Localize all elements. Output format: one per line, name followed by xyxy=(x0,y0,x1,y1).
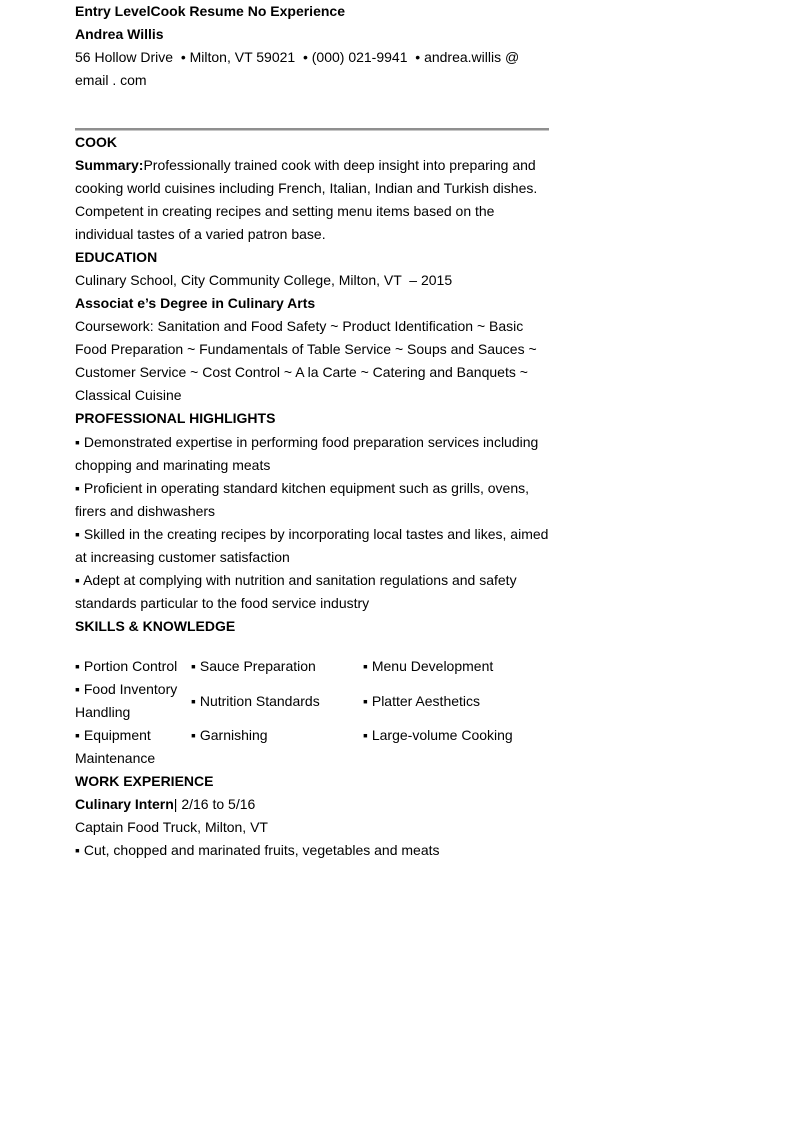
highlights-heading: PROFESSIONAL HIGHLIGHTS xyxy=(75,410,276,426)
skill-item: ▪ Equipment Maintenance xyxy=(75,727,156,766)
skills-table xyxy=(75,655,549,770)
skill-item: ▪ Menu Development xyxy=(363,658,494,674)
highlights-list xyxy=(75,431,553,615)
education-coursework: Coursework: Sanitation and Food Safety ~ Product Identification ~ Basic Food Preparation ~ Fundamentals of Table Service ~ Soups and Sauces ~ Customer Service ~ Cost Control ~ A la Carte ~ Catering and Banquets ~ Classical Cuisine xyxy=(75,318,541,403)
resume-content xyxy=(75,0,553,862)
contact-line: 56 Hollow Drive • Milton, VT 59021 • (000) 021-9941 • andrea.willis @ email . com xyxy=(75,49,524,88)
highlight-item: ▪ Demonstrated expertise in performing food preparation services including chopping and marinating meats xyxy=(75,434,543,473)
summary-label: Summary: xyxy=(75,157,144,173)
cook-heading: COOK xyxy=(75,134,117,150)
experience-item: ▪ Cut, chopped and marinated fruits, vegetables and meats xyxy=(75,842,440,858)
skills-heading: SKILLS & KNOWLEDGE xyxy=(75,618,236,634)
job-title-line xyxy=(75,793,549,816)
skill-item: ▪ Portion Control xyxy=(75,658,178,674)
skill-item: ▪ Platter Aesthetics xyxy=(363,692,481,709)
skills-row xyxy=(75,724,549,770)
summary-text: Professionally trained cook with deep insight into preparing and cooking world cuisines including French, Italian, Indian and Turkish dishes. Competent in creating recipes and setting menu items based on the individual tastes of a varied patron base. xyxy=(75,157,542,242)
summary-paragraph xyxy=(75,154,549,246)
skill-item: ▪ Garnishing xyxy=(191,727,268,743)
highlight-item: ▪ Proficient in operating standard kitchen equipment such as grills, ovens, firers and dishwashers xyxy=(75,480,533,519)
skill-item: ▪ Large-volume Cooking xyxy=(363,727,513,743)
document-title: Entry LevelCook Resume No Experience xyxy=(75,3,345,19)
skill-item: ▪ Nutrition Standards xyxy=(191,692,320,709)
person-name: Andrea Willis xyxy=(75,26,164,42)
job-dates: | 2/16 to 5/16 xyxy=(173,796,256,812)
education-school-line: Culinary School, City Community College, Milton, VT – 2015 xyxy=(75,272,453,288)
education-degree-line: Associat e’s Degree in Culinary Arts xyxy=(75,295,316,311)
job-title: Culinary Intern xyxy=(75,796,174,812)
highlight-item: ▪ Adept at complying with nutrition and sanitation regulations and safety standards particular to the food service industry xyxy=(75,572,521,611)
employer-line: Captain Food Truck, Milton, VT xyxy=(75,819,268,835)
skill-item: ▪ Sauce Preparation xyxy=(191,658,316,674)
skills-row xyxy=(75,678,549,724)
education-heading: EDUCATION xyxy=(75,249,158,265)
experience-heading: WORK EXPERIENCE xyxy=(75,773,214,789)
skill-item: ▪ Food Inventory Handling xyxy=(75,681,182,720)
skills-row xyxy=(75,655,549,678)
highlight-item: ▪ Skilled in the creating recipes by incorporating local tastes and likes, aimed at increasing customer satisfaction xyxy=(75,526,553,565)
